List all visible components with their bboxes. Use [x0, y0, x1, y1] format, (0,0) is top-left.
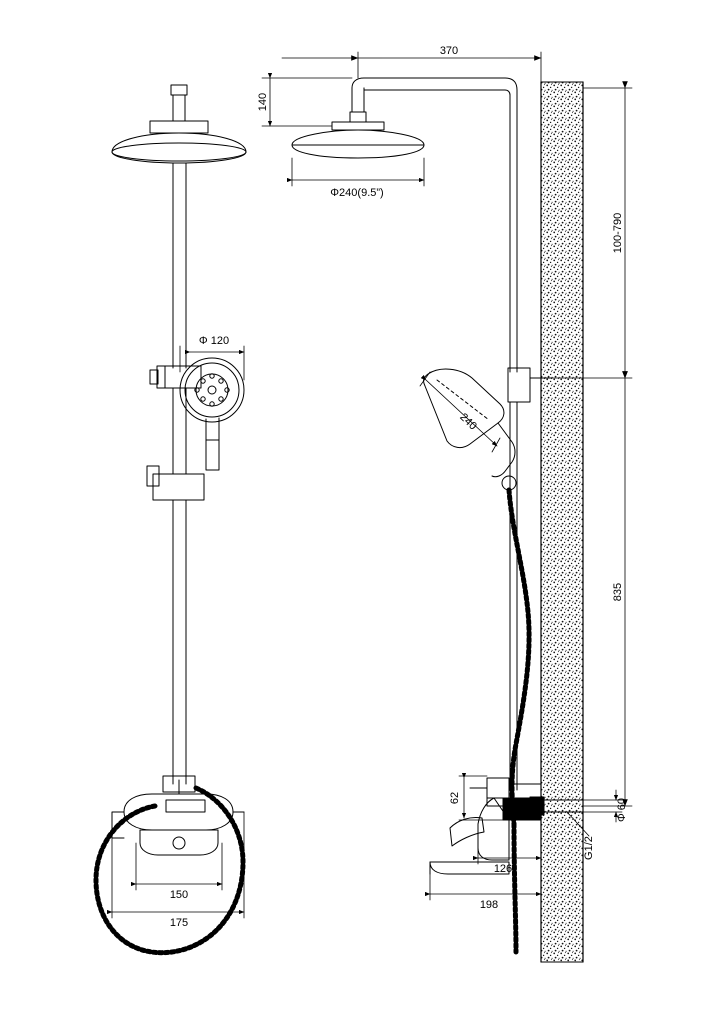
dim-g12-label: G1/2 [583, 836, 595, 860]
dim-140-label: 140 [257, 92, 269, 112]
dim-175-label: 175 [169, 917, 189, 929]
dim-835-label: 835 [612, 582, 624, 602]
dim-60-dia-label: Φ 60 [616, 797, 628, 823]
dim-198-label: 198 [479, 899, 499, 911]
dim-240-label: 240 [457, 411, 479, 433]
front-view [96, 85, 246, 953]
dim-120-dia-label: Φ 120 [198, 335, 230, 347]
dim-62-label: 62 [449, 791, 461, 805]
dim-370-label: 370 [439, 45, 459, 57]
dim-240-dia-label: Φ240(9.5”) [330, 187, 384, 199]
side-view [292, 78, 583, 952]
dim-150-label: 150 [169, 889, 189, 901]
dim-126-label: 126 [493, 863, 513, 875]
wall-section [541, 82, 583, 962]
dim-100-790-label: 100-790 [612, 212, 624, 254]
